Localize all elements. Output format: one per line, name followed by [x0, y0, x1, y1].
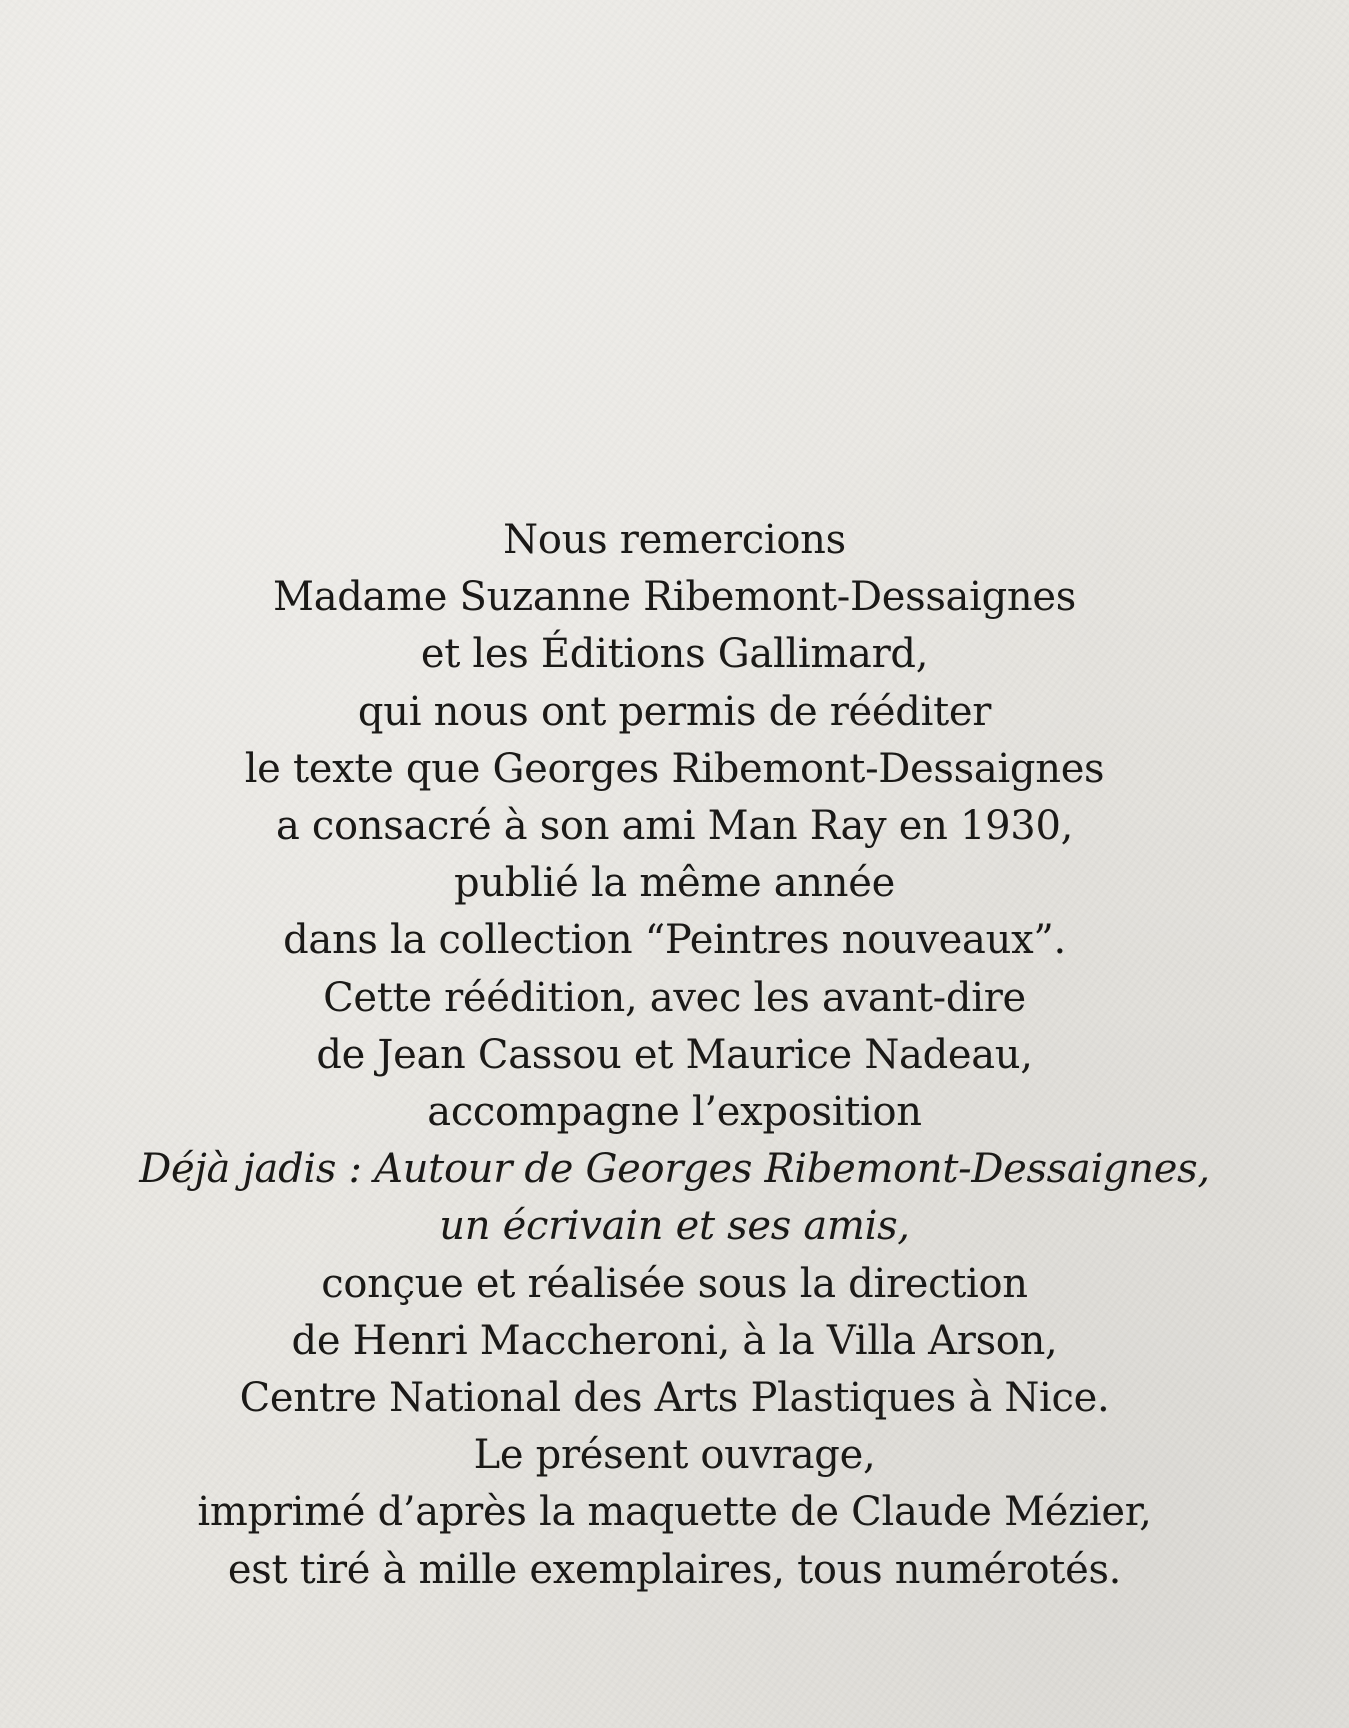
colophon-line: de Henri Maccheroni, à la Villa Arson,: [291, 1317, 1058, 1364]
colophon-line: dans la collection “Peintres nouveaux”.: [283, 917, 1066, 964]
colophon-line: Centre National des Arts Plastiques à Nice.: [239, 1375, 1110, 1422]
colophon-line: est tiré à mille exemplaires, tous numérotés.: [227, 1546, 1122, 1593]
colophon-line: Nous remercions: [503, 517, 846, 563]
colophon-line: Madame Suzanne Ribemont-Dessaignes: [273, 574, 1076, 621]
colophon-line: publié la même année: [454, 860, 895, 907]
colophon-line: a consacré à son ami Man Ray en 1930,: [275, 803, 1074, 850]
colophon-line: Cette réédition, avec les avant-dire: [323, 974, 1026, 1021]
colophon-line: qui nous ont permis de rééditer: [357, 688, 992, 735]
colophon-text: [0, 512, 1349, 1599]
colophon-line: imprimé d’après la maquette de Claude Mézier,: [197, 1489, 1152, 1536]
colophon-line: conçue et réalisée sous la direction: [321, 1260, 1028, 1307]
exhibition-title-line: Déjà jadis : Autour de Georges Ribemont-Dessaignes,: [139, 1146, 1210, 1193]
colophon-line: le texte que Georges Ribemont-Dessaignes: [244, 745, 1105, 792]
colophon-line: de Jean Cassou et Maurice Nadeau,: [316, 1031, 1033, 1078]
colophon-line: Le présent ouvrage,: [473, 1432, 876, 1479]
colophon-line: accompagne l’exposition: [427, 1089, 922, 1136]
colophon-line: et les Éditions Gallimard,: [420, 631, 929, 678]
exhibition-subtitle-line: un écrivain et ses amis,: [439, 1203, 910, 1250]
